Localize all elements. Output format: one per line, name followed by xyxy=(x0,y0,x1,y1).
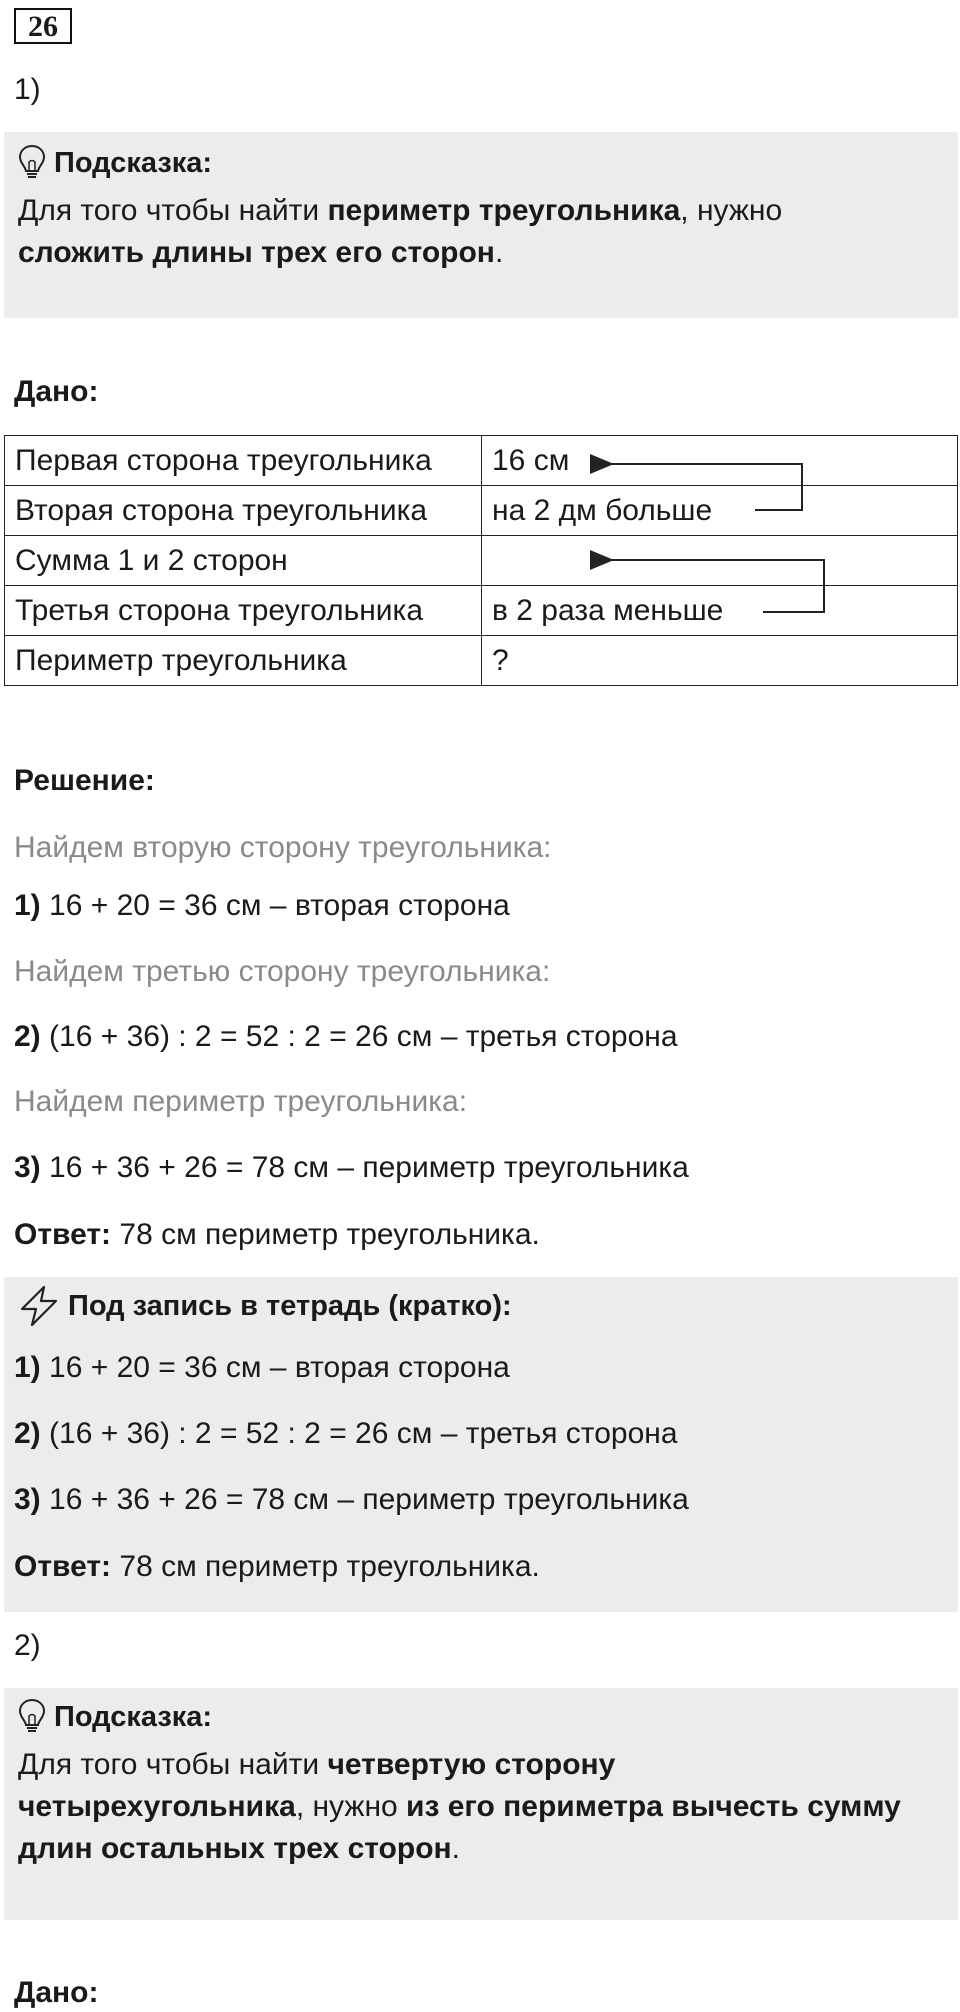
solution-title: Решение: xyxy=(14,764,155,797)
notebook-header xyxy=(18,1285,512,1327)
step-number: 3) xyxy=(14,1483,41,1516)
lightbulb-icon xyxy=(18,1698,46,1736)
part1-hint-header xyxy=(18,144,212,182)
part2-given-title: Дано: xyxy=(14,1976,99,2009)
hint-bold: периметр треугольника xyxy=(327,194,681,227)
task-number: 26 xyxy=(14,8,72,44)
hint-bold: четвертую сторону xyxy=(327,1748,616,1781)
step1-comment: Найдем вторую сторону треугольника: xyxy=(14,831,552,864)
table-row xyxy=(5,586,958,636)
step-text: 16 + 36 + 26 = 78 см – периметр треугольника xyxy=(40,1151,689,1184)
table-cell-name: Периметр треугольника xyxy=(5,636,482,686)
table-cell-name: Вторая сторона треугольника xyxy=(5,486,482,536)
hint-bold: из его периметра вычесть сумму xyxy=(406,1790,901,1823)
step-text: 16 + 36 + 26 = 78 см – периметр треугольника xyxy=(40,1483,689,1516)
hint-text: , нужно xyxy=(295,1790,407,1823)
answer-text: 78 см периметр треугольника. xyxy=(111,1550,540,1583)
notebook-box xyxy=(4,1277,958,1612)
table-row xyxy=(5,436,958,486)
part2-hint-text xyxy=(18,1744,901,1870)
notebook-answer xyxy=(14,1548,540,1586)
step-number: 2) xyxy=(14,1020,41,1053)
step3-comment: Найдем периметр треугольника: xyxy=(14,1085,468,1118)
part2-hint-header xyxy=(18,1698,212,1736)
notebook-step2 xyxy=(14,1415,678,1453)
table-cell-value: в 2 раза меньше xyxy=(482,586,958,636)
table-cell-name: Третья сторона треугольника xyxy=(5,586,482,636)
step-text: 16 + 20 = 36 см – вторая сторона xyxy=(40,889,510,922)
table-cell-value: на 2 дм больше xyxy=(482,486,958,536)
part1-hint-title: Подсказка: xyxy=(54,146,213,179)
step2 xyxy=(14,1018,678,1056)
given-table xyxy=(4,435,958,686)
table-cell-value: ? xyxy=(482,636,958,686)
table-cell-value: 16 см xyxy=(482,436,958,486)
step-number: 1) xyxy=(14,889,41,922)
table-row xyxy=(5,636,958,686)
notebook-title: Под запись в тетрадь (кратко): xyxy=(68,1289,512,1322)
step-text: (16 + 36) : 2 = 52 : 2 = 26 см – третья сторона xyxy=(40,1417,678,1450)
answer-label: Ответ: xyxy=(14,1218,112,1251)
step-text: 16 + 20 = 36 см – вторая сторона xyxy=(40,1351,510,1384)
table-row xyxy=(5,486,958,536)
hint-bold: четырехугольника xyxy=(18,1790,296,1823)
notebook-step1 xyxy=(14,1349,510,1387)
part1-hint-box xyxy=(4,132,958,318)
hint-text: . xyxy=(451,1832,460,1865)
hint-bold: длин остальных трех сторон xyxy=(18,1832,452,1865)
notebook-step3 xyxy=(14,1481,689,1519)
part2-hint-box xyxy=(4,1688,958,1920)
table-row xyxy=(5,536,958,586)
table-cell-name: Сумма 1 и 2 сторон xyxy=(5,536,482,586)
step-number: 2) xyxy=(14,1417,41,1450)
answer-label: Ответ: xyxy=(14,1550,112,1583)
hint-bold: сложить длины трех его сторон xyxy=(18,236,495,269)
step1 xyxy=(14,887,510,925)
hint-text: Для того чтобы найти xyxy=(18,194,328,227)
part2-label: 2) xyxy=(14,1629,41,1662)
step3 xyxy=(14,1149,689,1187)
answer xyxy=(14,1216,540,1254)
step2-comment: Найдем третью сторону треугольника: xyxy=(14,955,551,988)
part1-hint-text xyxy=(18,190,782,274)
step-number: 3) xyxy=(14,1151,41,1184)
table-cell-value xyxy=(482,536,958,586)
lightbulb-icon xyxy=(18,144,46,182)
part2-hint-title: Подсказка: xyxy=(54,1700,213,1733)
part1-given-title: Дано: xyxy=(14,375,99,408)
table-cell-name: Первая сторона треугольника xyxy=(5,436,482,486)
answer-text: 78 см периметр треугольника. xyxy=(111,1218,540,1251)
part1-label: 1) xyxy=(14,73,41,106)
hint-text: Для того чтобы найти xyxy=(18,1748,328,1781)
hint-text: , нужно xyxy=(680,194,783,227)
lightning-icon xyxy=(18,1285,60,1327)
step-text: (16 + 36) : 2 = 52 : 2 = 26 см – третья сторона xyxy=(40,1020,678,1053)
step-number: 1) xyxy=(14,1351,41,1384)
hint-text: . xyxy=(494,236,504,269)
